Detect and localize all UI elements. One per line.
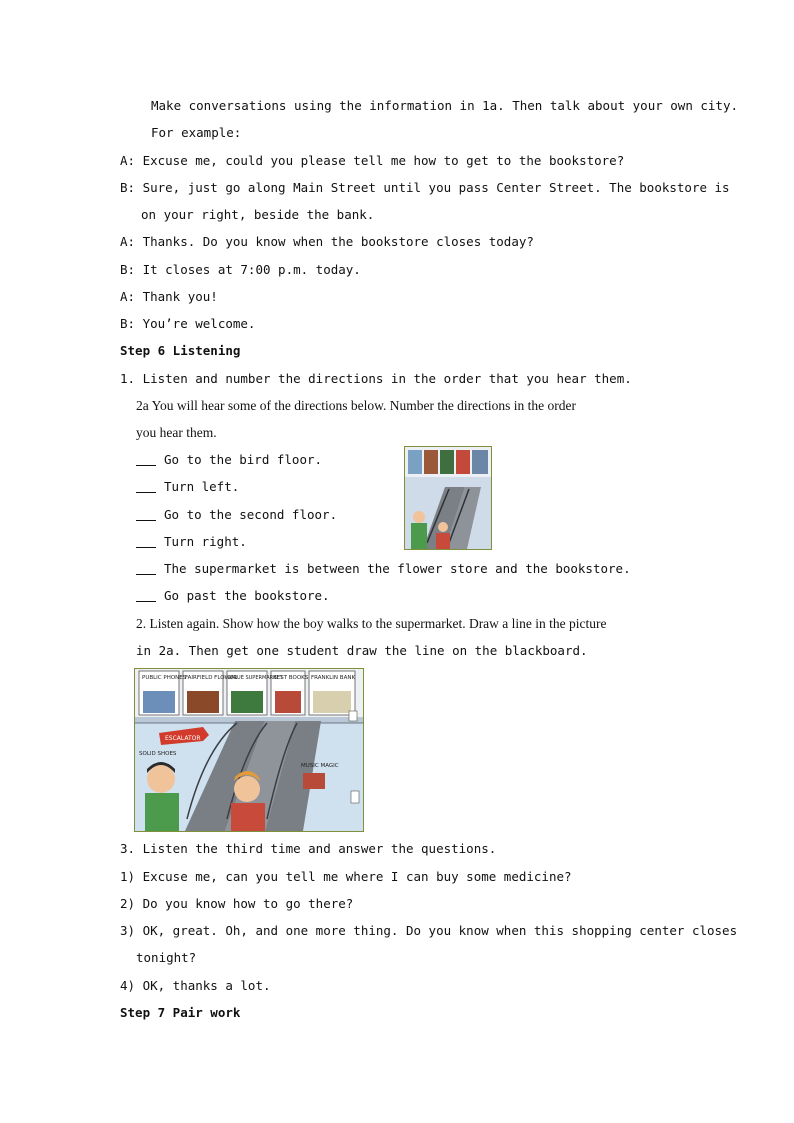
answer-blank[interactable] — [136, 574, 156, 575]
task2-line-1 — [136, 616, 607, 632]
direction-item — [136, 561, 631, 577]
direction-text: The supermarket is between the flower store and the bookstore. — [164, 561, 631, 576]
task3-instruction: 3. Listen the third time and answer the questions. — [120, 841, 497, 856]
sign-public-phones: PUBLIC PHONES — [142, 675, 187, 681]
friend-head — [234, 776, 260, 802]
mall-illustration-large — [135, 669, 363, 831]
question-item-continued: tonight? — [136, 950, 197, 965]
sign-fairfield-flower: FAIRFIELD FLOWER — [185, 675, 238, 681]
intro-line-1: Make conversations using the information in 1a. Then talk about your own city. — [151, 98, 738, 113]
answer-blank[interactable] — [136, 547, 156, 548]
task1-instruction: 1. Listen and number the directions in the order that you hear them. — [120, 371, 632, 386]
answer-blank[interactable] — [136, 492, 156, 493]
answer-blank[interactable] — [136, 601, 156, 602]
mall-picture-small — [404, 446, 492, 550]
dialogue-line: on your right, beside the bank. — [141, 207, 375, 222]
dialogue-line: A: Excuse me, could you please tell me how to get to the bookstore? — [120, 153, 625, 168]
question-item: 4) OK, thanks a lot. — [120, 978, 271, 993]
sign-solid-shoes: SOLID SHOES — [139, 751, 177, 757]
task-2a-line-2: you hear them. — [136, 425, 217, 440]
mall-illustration-small — [405, 447, 491, 549]
step7-heading: Step 7 Pair work — [120, 1005, 241, 1020]
question-item: 1) Excuse me, can you tell me where I can buy some medicine? — [120, 869, 572, 884]
sign-escalator: ESCALATOR — [165, 735, 201, 742]
question-item: 3) OK, great. Oh, and one more thing. Do you know when this shopping center closes — [120, 923, 738, 938]
direction-item — [136, 479, 239, 495]
direction-text: Go past the bookstore. — [164, 588, 330, 603]
sign-franklin-bank: FRANKLIN BANK — [311, 675, 356, 681]
direction-item — [136, 534, 247, 550]
task2-line-2: in 2a. Then get one student draw the line on the blackboard. — [136, 643, 588, 658]
intro-line-2: For example: — [151, 125, 242, 140]
sign-music-magic: MUSIC MAGIC — [301, 763, 339, 769]
dialogue-line: A: Thank you! — [120, 289, 218, 304]
friend-body — [231, 803, 265, 831]
sign-best-books: BEST BOOKS — [273, 675, 309, 681]
dialogue-line: B: It closes at 7:00 p.m. today. — [120, 262, 361, 277]
direction-text: Go to the second floor. — [164, 507, 338, 522]
direction-item — [136, 452, 322, 468]
answer-blank[interactable] — [136, 520, 156, 521]
sign-value-supermarket: VALUE SUPERMARKET — [228, 675, 283, 681]
dialogue-line: B: Sure, just go along Main Street until you pass Center Street. The bookstore is — [120, 180, 730, 195]
boy-body — [145, 793, 179, 831]
direction-text: Turn right. — [164, 534, 247, 549]
dialogue-line: B: You’re welcome. — [120, 316, 256, 331]
step6-heading: Step 6 Listening — [120, 343, 241, 358]
task2-line-1-text: 2. Listen again. Show how the boy walks to the supermarket. Draw a line in the picture — [136, 616, 607, 631]
direction-item — [136, 507, 337, 523]
mall-picture-large — [134, 668, 364, 832]
question-item: 2) Do you know how to go there? — [120, 896, 354, 911]
boy-head — [147, 765, 175, 793]
direction-text: Turn left. — [164, 479, 240, 494]
answer-blank[interactable] — [136, 465, 156, 466]
task-2a-line-1: 2a You will hear some of the directions below. Number the directions in the order — [136, 398, 577, 413]
dialogue-line: A: Thanks. Do you know when the bookstore closes today? — [120, 234, 534, 249]
direction-text: Go to the bird floor. — [164, 452, 323, 467]
direction-item — [136, 588, 330, 604]
